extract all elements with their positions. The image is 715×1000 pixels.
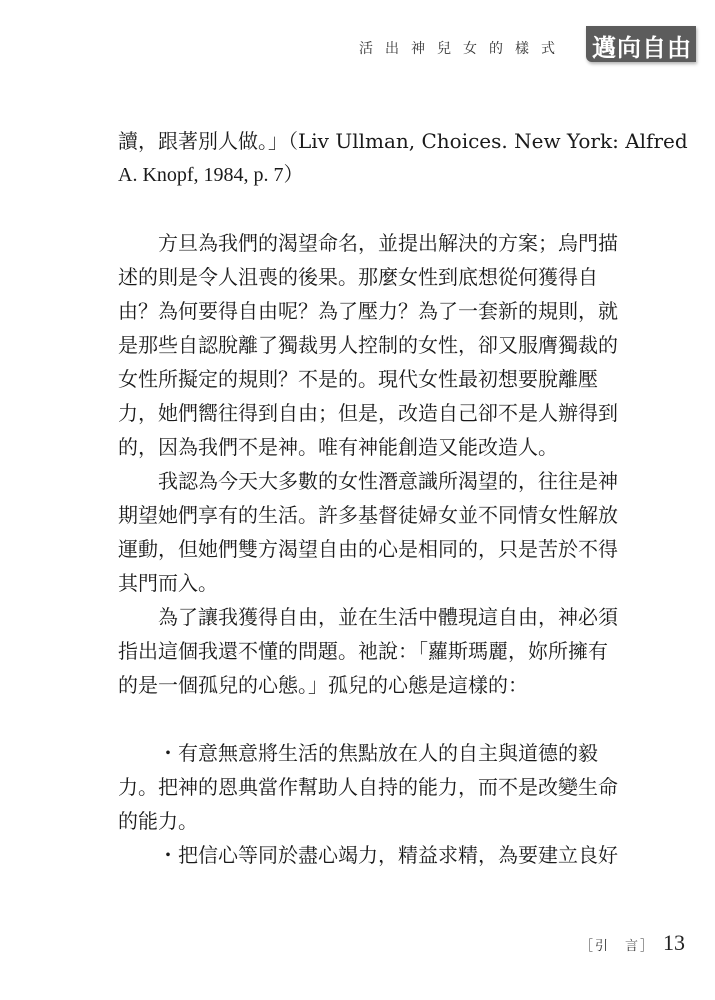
paragraph-line: 是那些自認脫離了獨裁男人控制的女性，卻又服膺獨裁的: [118, 333, 618, 357]
paragraph-line: 力，她們嚮往得到自由；但是，改造自己卻不是人辦得到: [118, 401, 618, 425]
paragraph-line: 我認為今天大多數的女性潛意識所渴望的，往往是神: [158, 469, 618, 493]
paragraph-line: 述的則是令人沮喪的後果。那麼女性到底想從何獲得自: [118, 265, 598, 289]
paragraph-line: 力。把神的恩典當作幫助人自持的能力，而不是改變生命: [118, 775, 618, 799]
paragraph-line: 方旦為我們的渴望命名，並提出解決的方案；烏門描: [158, 231, 618, 255]
paragraph-line: 的，因為我們不是神。唯有神能創造又能改造人。: [118, 435, 558, 459]
page-footer: [580, 930, 685, 956]
book-brand-text: 邁向自由: [592, 33, 692, 62]
paragraph-line: 由？為何要得自由呢？為了壓力？為了一套新的規則，就: [118, 299, 618, 323]
book-brand-tab: [586, 26, 696, 62]
paragraph-line: 期望她們享有的生活。許多基督徒婦女並不同情女性解放: [118, 503, 618, 527]
body-paragraph: [118, 226, 628, 464]
bullet-paragraph: [118, 736, 628, 838]
paragraph-line: ・把信心等同於盡心竭力，精益求精，為要建立良好: [158, 843, 618, 867]
paragraph-line: 的能力。: [118, 809, 198, 833]
paragraph-line: ・有意無意將生活的焦點放在人的自主與道德的毅: [158, 741, 598, 765]
page-number: 13: [663, 930, 685, 955]
body-paragraph: [118, 600, 628, 702]
paragraph-line: 其門而入。: [118, 571, 218, 595]
paragraph-line: 指出這個我還不懂的問題。祂說：「蘿斯瑪麗，妳所擁有: [118, 639, 608, 663]
paragraph-line: 為了讓我獲得自由，並在生活中體現這自由，神必須: [158, 605, 618, 629]
body-paragraph: [118, 464, 628, 600]
paragraph-line: 運動，但她們雙方渴望自由的心是相同的，只是苦於不得: [118, 537, 618, 561]
citation-paragraph: [118, 124, 688, 192]
running-header-title: 活出神兒女的樣式: [359, 41, 567, 57]
paragraph-line: 讀，跟著別人做。」（Liv Ullman, Choices. New York: Alfred: [118, 129, 688, 153]
paragraph-line: 的是一個孤兒的心態。」孤兒的心態是這樣的：: [118, 673, 528, 697]
section-label: ［引 言］: [579, 939, 655, 954]
paragraph-line: A. Knopf, 1984, p. 7）: [118, 164, 304, 186]
bullet-paragraph: [118, 838, 628, 872]
paragraph-line: 女性所擬定的規則？不是的。現代女性最初想要脫離壓: [118, 367, 598, 391]
